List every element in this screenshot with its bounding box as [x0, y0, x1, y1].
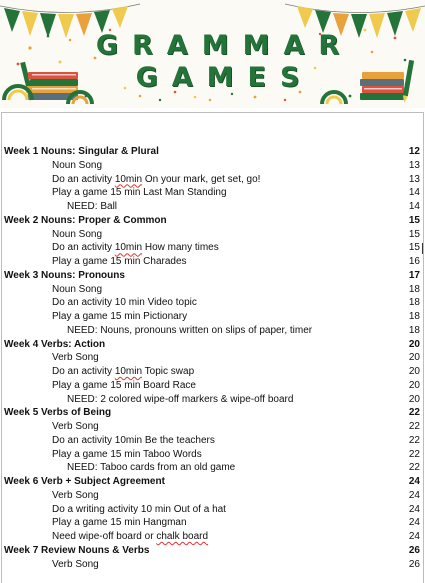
toc-text-part: 10min — [114, 366, 143, 377]
toc-entry-text: Play a game 15 min Board Race — [52, 379, 196, 391]
toc-page-number: 18 — [408, 297, 420, 309]
toc-entry-text: Verb Song — [52, 421, 99, 432]
toc-entry-row[interactable] — [4, 186, 420, 200]
toc-page-number: 20 — [408, 352, 420, 364]
toc-entry-text: Week 2 Nouns: Proper & Common — [4, 214, 167, 226]
toc-entry-row[interactable] — [4, 489, 420, 503]
toc-page-number: 13 — [408, 159, 420, 171]
toc-text-part: Do an activity — [52, 242, 115, 254]
toc-page-number: 22 — [408, 421, 420, 432]
toc-entry-row[interactable] — [4, 365, 420, 379]
toc-page-number: 22 — [408, 462, 420, 474]
toc-entry-text — [52, 530, 208, 544]
toc-page-number: 18 — [408, 311, 420, 322]
toc-page-number: 14 — [408, 187, 420, 199]
text-cursor — [422, 243, 423, 254]
toc-entry-row[interactable] — [4, 379, 420, 393]
toc-entry-text: NEED: 2 colored wipe-off markers & wipe-off board — [67, 393, 294, 405]
toc-entry-text — [52, 365, 194, 379]
toc-text-part: Do an activity — [52, 366, 115, 377]
toc-entry-row[interactable] — [4, 351, 420, 365]
toc-page-number: 24 — [408, 531, 420, 542]
toc-entry-row[interactable] — [4, 200, 420, 214]
toc-entry-text: Play a game 15 min Taboo Words — [52, 448, 202, 460]
toc-text-part: Do an activity — [52, 173, 115, 185]
toc-entry-text: Week 3 Nouns: Pronouns — [4, 269, 125, 281]
toc-page-number: 20 — [408, 379, 420, 391]
toc-page-number: 24 — [408, 517, 420, 529]
toc-entry-row[interactable] — [4, 283, 420, 297]
table-of-contents — [4, 145, 420, 571]
toc-entry-text: Noun Song — [52, 283, 103, 295]
toc-page-number: 22 — [408, 434, 420, 446]
toc-page-number: 17 — [408, 269, 420, 281]
toc-page-number: 15 — [408, 214, 420, 226]
toc-page-number: 18 — [408, 283, 420, 295]
toc-page-number: 20 — [408, 338, 420, 350]
toc-page-number: 13 — [408, 173, 420, 185]
toc-entry-row[interactable] — [4, 448, 420, 462]
toc-heading-row[interactable] — [4, 214, 420, 228]
toc-entry-text: Noun Song — [52, 159, 103, 171]
toc-entry-row[interactable] — [4, 255, 420, 269]
toc-page-number: 12 — [408, 146, 420, 157]
toc-entry-row[interactable] — [4, 420, 420, 434]
toc-heading-row[interactable] — [4, 269, 420, 283]
toc-entry-row[interactable] — [4, 516, 420, 530]
header-banner — [0, 0, 425, 108]
banner-title-line1: GRAMMAR — [95, 30, 354, 61]
toc-entry-row[interactable] — [4, 393, 420, 407]
toc-entry-text: Play a game 15 min Charades — [52, 256, 187, 267]
toc-entry-row[interactable] — [4, 228, 420, 242]
toc-page-number: 15 — [408, 228, 420, 240]
toc-text-part: On your mark, get set, go! — [142, 173, 261, 185]
toc-text-part: How many times — [142, 242, 219, 254]
toc-page-number: 26 — [408, 558, 420, 570]
toc-entry-text: Noun Song — [52, 228, 103, 240]
toc-page-number: 22 — [408, 407, 420, 419]
toc-page-number: 20 — [408, 366, 420, 377]
toc-heading-row[interactable] — [4, 338, 420, 352]
toc-entry-row[interactable] — [4, 503, 420, 517]
toc-entry-text: Week 1 Nouns: Singular & Plural — [4, 146, 159, 157]
toc-page-number: 24 — [408, 503, 420, 515]
toc-entry-text — [52, 173, 260, 187]
toc-text-part: chalk board — [156, 531, 209, 542]
toc-page-number: 22 — [408, 448, 420, 460]
toc-entry-text: Week 6 Verb + Subject Agreement — [4, 476, 165, 487]
banner-title-line2: GAMES — [135, 62, 314, 93]
toc-entry-text: NEED: Ball — [67, 201, 118, 212]
toc-page-number: 15 — [408, 242, 420, 254]
toc-heading-row[interactable] — [4, 406, 420, 420]
toc-entry-row[interactable] — [4, 173, 420, 187]
toc-entry-row[interactable] — [4, 324, 420, 338]
toc-entry-text: Week 4 Verbs: Action — [4, 338, 106, 350]
toc-entry-row[interactable] — [4, 241, 420, 255]
toc-entry-row[interactable] — [4, 296, 420, 310]
toc-entry-text: Verb Song — [52, 558, 99, 570]
toc-entry-text: Do a writing activity 10 min Out of a hat — [52, 503, 226, 515]
toc-page-number: 14 — [408, 201, 420, 212]
toc-page-number: 18 — [408, 324, 420, 336]
toc-heading-row[interactable] — [4, 475, 420, 489]
toc-text-part: 10min — [114, 242, 143, 254]
toc-entry-text: Do an activity 10min Be the teachers — [52, 434, 215, 446]
toc-entry-text: Week 5 Verbs of Being — [4, 407, 112, 419]
toc-page-number: 20 — [408, 393, 420, 405]
toc-entry-text: Do an activity 10 min Video topic — [52, 297, 197, 309]
toc-entry-row[interactable] — [4, 530, 420, 544]
toc-text-part: 10min — [114, 173, 143, 185]
toc-entry-row[interactable] — [4, 434, 420, 448]
toc-heading-row[interactable] — [4, 544, 420, 558]
toc-entry-text: NEED: Taboo cards from an old game — [67, 462, 236, 474]
toc-entry-row[interactable] — [4, 159, 420, 173]
toc-entry-text: Week 7 Review Nouns & Verbs — [4, 544, 150, 556]
toc-entry-row[interactable] — [4, 558, 420, 572]
toc-text-part: Need wipe-off board or — [52, 531, 157, 542]
toc-entry-text: Verb Song — [52, 352, 99, 364]
document-page — [1, 112, 424, 583]
toc-entry-text: Play a game 15 min Pictionary — [52, 311, 188, 322]
toc-entry-row[interactable] — [4, 461, 420, 475]
toc-page-number: 24 — [408, 476, 420, 487]
toc-text-part: Topic swap — [142, 366, 195, 377]
toc-heading-row[interactable] — [4, 145, 420, 159]
toc-entry-text: Play a game 15 min Hangman — [52, 517, 187, 529]
toc-entry-row[interactable] — [4, 310, 420, 324]
toc-page-number: 24 — [408, 489, 420, 501]
toc-page-number: 16 — [408, 256, 420, 267]
toc-entry-text — [52, 241, 219, 255]
toc-entry-text: Verb Song — [52, 489, 99, 501]
toc-page-number: 26 — [408, 544, 420, 556]
toc-entry-text: Play a game 15 min Last Man Standing — [52, 187, 227, 199]
toc-entry-text: NEED: Nouns, pronouns written on slips of paper, timer — [67, 324, 313, 336]
